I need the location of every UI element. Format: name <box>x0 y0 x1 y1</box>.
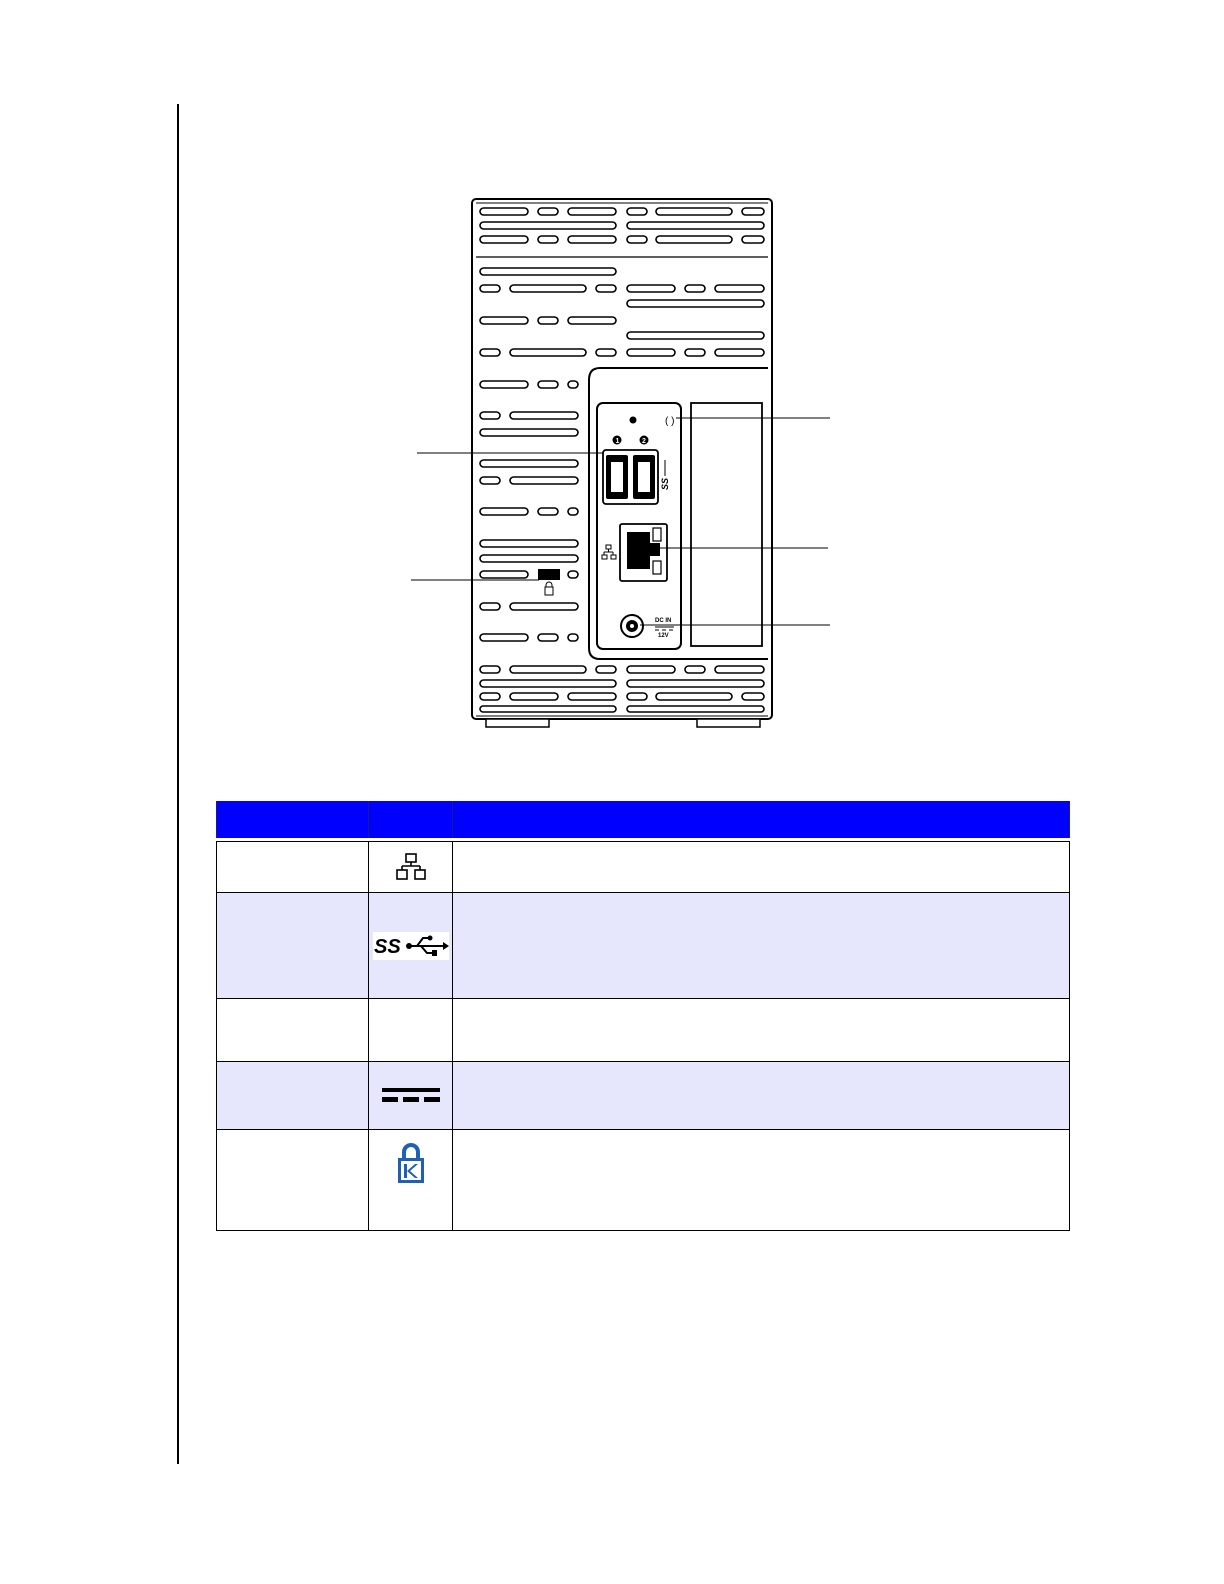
dc-power-icon <box>382 1088 440 1104</box>
port-name-cell <box>217 999 369 1062</box>
reset-button-mark: ( ) <box>665 416 675 427</box>
left-foot <box>486 719 549 727</box>
svg-text:SS: SS <box>660 477 670 490</box>
icon-cell <box>369 1130 453 1231</box>
description-cell <box>453 1062 1070 1130</box>
icon-cell <box>369 999 453 1062</box>
header-port <box>217 801 369 838</box>
table-row <box>217 999 1070 1062</box>
drive-bay-plate <box>691 403 762 646</box>
device-rear-panel-diagram <box>400 190 840 740</box>
kensington-lock-icon <box>396 1142 426 1184</box>
header-description <box>453 801 1070 838</box>
port-name-cell <box>217 842 369 893</box>
icon-cell <box>369 1062 453 1130</box>
svg-text:SS: SS <box>373 935 401 958</box>
description-cell <box>453 1130 1070 1231</box>
power-led <box>630 417 637 424</box>
description-cell <box>453 893 1070 999</box>
right-foot <box>697 719 760 727</box>
svg-text:1: 1 <box>615 438 620 445</box>
svg-text:2: 2 <box>642 438 646 445</box>
voltage-label: 12V <box>658 633 669 639</box>
page-margin-rule <box>177 104 179 1464</box>
ports-table <box>216 801 1070 1231</box>
port-name-cell <box>217 1130 369 1231</box>
ethernet-network-icon <box>396 853 426 881</box>
table-row <box>217 1130 1070 1231</box>
icon-cell <box>369 842 453 893</box>
description-cell <box>453 842 1070 893</box>
table-row <box>217 1062 1070 1130</box>
table-row <box>217 842 1070 893</box>
kensington-slot <box>538 569 560 580</box>
description-cell <box>453 999 1070 1062</box>
port-name-cell <box>217 1062 369 1130</box>
icon-cell <box>369 893 453 999</box>
table-header-row <box>217 801 1070 838</box>
table-row <box>217 893 1070 999</box>
header-icon <box>369 801 453 838</box>
port-name-cell <box>217 893 369 999</box>
dc-in-label: DC IN <box>655 618 672 624</box>
usb-superspeed-icon <box>373 932 449 960</box>
